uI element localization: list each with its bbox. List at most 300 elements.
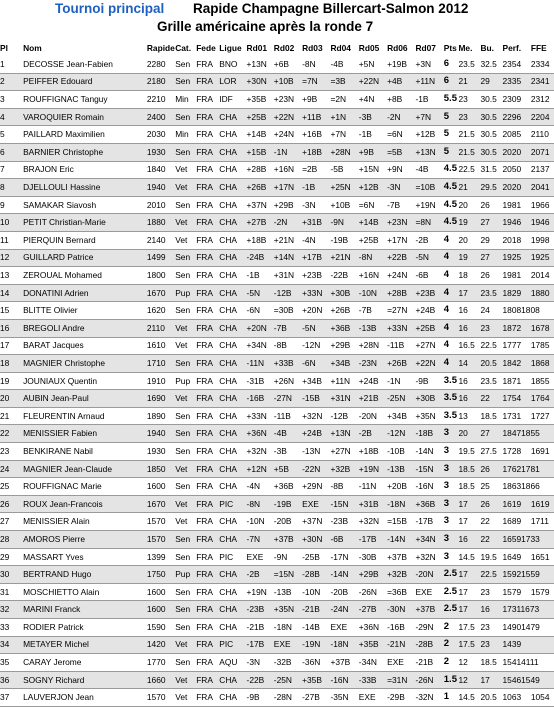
cell-ffe: 2137 [530,164,550,175]
cell-name: RODIER Patrick [23,621,84,632]
col-bu: Bu. [480,43,494,54]
cell-rating: 1620 [146,305,166,316]
cell-name: MENISSIER Alain [23,516,90,527]
cell-me: 17.5 [458,621,475,632]
cell-fede: FRA [196,445,213,456]
cell-rd04: -35N [330,692,349,703]
cell-rd05: -10N [358,287,377,298]
cell-rating: 1590 [146,621,166,632]
cell-fede: FRA [196,322,213,333]
cell-pl: 2 [0,76,5,87]
cell-cat: Vet [175,322,188,333]
cell-rd02: -11B [273,410,291,421]
cell-rd06: +9N [387,164,403,175]
cell-pl: 12 [0,252,10,263]
cell-rd02: -7B [273,322,287,333]
cell-rd03: -21B [302,604,320,615]
cell-ligue: CHA [219,674,237,685]
cell-rd02: -2N [273,217,288,228]
cell-ligue: CHA [219,129,237,140]
cell-ligue: CHA [219,305,237,316]
cell-pl: 30 [0,569,10,580]
cell-rd05: -8N [358,252,373,263]
cell-pl: 37 [0,692,10,703]
table-row [0,337,554,355]
cell-fede: FRA [196,146,213,157]
cell-pl: 9 [0,199,5,210]
cell-perf: 2309 [502,94,522,105]
table-row [0,284,554,302]
cell-rd04: -16N [330,674,349,685]
cell-bu: 22 [480,533,490,544]
cell-name: FLEURENTIN Arnaud [23,410,105,421]
cell-rd02: -13B [273,586,292,597]
table-row [0,425,554,443]
cell-me: 19 [458,217,468,228]
cell-fede: FRA [196,340,213,351]
cell-ffe: 1966 [530,199,550,210]
cell-bu: 32.5 [480,58,497,69]
cell-cat: Sen [175,305,191,316]
table-row [0,108,554,126]
cell-rd01: +20N [246,322,267,333]
cell-me: 16 [458,322,468,333]
cell-ffe: 1579 [530,586,550,597]
cell-rd05: +32N [358,516,380,527]
cell-name: ROUFFIGNAC Tanguy [23,94,108,105]
cell-rd03: -12N [302,340,321,351]
table-row [0,689,554,707]
cell-cat: Vet [175,639,188,650]
cell-pts: 4 [443,339,450,351]
cell-perf: 1619 [502,498,522,509]
cell-rd03: -1B [302,182,316,193]
cell-perf: 1829 [502,287,522,298]
cell-perf: 1754 [502,393,522,404]
cell-pts: 4 [443,233,450,245]
cell-bu: 17 [480,674,490,685]
cell-rating: 1800 [146,270,166,281]
cell-perf: 2296 [502,111,522,122]
col-ffe: FFE [530,43,547,54]
cell-me: 20 [458,234,468,245]
cell-rd06: EXE [387,657,404,668]
cell-pts: 6 [443,75,450,87]
cell-bu: 29.5 [480,182,497,193]
cell-bu: 22.5 [480,340,497,351]
cell-rd02: +37B [273,533,294,544]
cell-rd07: EXE [415,586,433,597]
cell-me: 16 [458,393,468,404]
cell-rd01: -4N [246,481,261,492]
cell-rd01: -16B [246,393,265,404]
cell-rating: 1570 [146,533,166,544]
cell-rd02: -19B [273,498,292,509]
cell-cat: Sen [175,199,191,210]
cell-bu: 16 [480,604,490,615]
cell-ligue: CHA [219,692,237,703]
cell-ffe: 2110 [530,129,549,140]
cell-pl: 18 [0,357,10,368]
cell-rd04: +34B [330,357,351,368]
cell-rd04: -19B [330,234,349,245]
table-row [0,179,554,197]
cell-perf: 1871 [502,375,522,386]
col-rd05: Rd05 [358,43,380,54]
cell-bu: 24 [480,305,490,316]
cell-pl: 16 [0,322,10,333]
cell-rd06: -25N [387,393,406,404]
cell-pl: 23 [0,445,10,456]
cell-cat: Vet [175,182,188,193]
cell-fede: FRA [196,393,213,404]
standings-body [0,56,554,706]
cell-rd07: +22N [415,357,436,368]
cell-rd07: +3N [415,58,432,69]
cell-pl: 11 [0,234,9,245]
cell-rd07: -21B [415,657,434,668]
cell-fede: FRA [196,498,213,509]
cell-pl: 31 [0,586,10,597]
col-rd01: Rd01 [246,43,268,54]
cell-fede: FRA [196,111,213,122]
cell-fede: FRA [196,58,213,69]
cell-fede: FRA [196,217,213,228]
cell-rating: 1770 [146,657,166,668]
cell-rd01: -24B [246,252,265,263]
col-pl: Pl [0,43,8,54]
cell-cat: Vet [175,234,188,245]
cell-perf: 2020 [502,182,522,193]
cell-rd07: -14N [415,445,434,456]
cell-perf: 1777 [502,340,522,351]
cell-me: 18 [458,270,468,281]
cell-cat: Vet [175,393,188,404]
cell-rd02: -28N [273,692,292,703]
cell-rd03: -6N [302,357,316,368]
cell-cat: Pup [175,375,191,386]
cell-me: 14.5 [458,692,475,703]
table-row [0,407,554,425]
cell-name: BREGOLI Andre [23,322,85,333]
cell-rd06: -7B [387,199,401,210]
cell-pts: 2 [443,638,450,650]
cell-perf: 1925 [502,252,522,263]
cell-bu: 22 [480,393,490,404]
cell-bu: 30.5 [480,146,497,157]
cell-rd05: -1B [358,129,372,140]
cell-ligue: CHA [219,234,237,245]
cell-pl: 15 [0,305,10,316]
cell-rating: 1600 [146,586,166,597]
cell-rd05: -20N [358,410,377,421]
cell-rd01: -1B [246,270,260,281]
cell-rd03: +30N [302,533,323,544]
cell-pts: 4.5 [443,163,457,175]
cell-ffe: 1764 [530,393,550,404]
cell-ffe: 1946 [530,217,550,228]
cell-rd04: +36B [330,322,351,333]
cell-rd03: -36N [302,657,321,668]
cell-rd07: -9B [415,375,429,386]
cell-name: BRAJON Eric [23,164,74,175]
cell-ligue: CHA [219,393,237,404]
cell-ffe: 1691 [530,445,550,456]
cell-name: MARINI Franck [23,604,81,615]
cell-rd04: +21N [330,252,351,263]
cell-name: AMOROS Pierre [23,533,85,544]
cell-name: SAMAKAR Siavosh [23,199,97,210]
cell-rd02: +31N [273,270,295,281]
cell-rd03: -13N [302,445,321,456]
cell-cat: Sen [175,533,191,544]
cell-rd06: +4B [387,76,403,87]
cell-name: SOGNY Richard [23,674,85,685]
cell-pts: 5 [443,110,450,122]
cell-rd04: +10B [330,199,351,210]
cell-perf: 17311673 [502,604,540,615]
cell-pts: 4.5 [443,181,457,193]
cell-rd03: +34B [302,375,322,386]
cell-rd01: +26B [246,182,267,193]
cell-pl: 33 [0,621,10,632]
cell-rd03: +35B [302,674,322,685]
cell-rd02: -25N [273,674,292,685]
cell-rd06: +19B [387,58,407,69]
cell-name: PEIFFER Edouard [23,76,93,87]
cell-rd05: +15N [358,164,380,175]
cell-name: PIERQUIN Bernard [23,234,96,245]
cell-rd07: +34N [415,533,436,544]
cell-cat: Sen [175,586,191,597]
cell-pl: 35 [0,657,10,668]
cell-rd05: +31B [358,498,379,509]
cell-fede: FRA [196,199,213,210]
cell-rd01: +37N [246,199,267,210]
cell-perf: 1649 [502,551,522,562]
cell-rd06: -18N [387,498,406,509]
cell-ffe: 1727 [530,410,550,421]
table-row [0,302,554,320]
cell-ffe: 2341 [530,76,550,87]
cell-rd01: -7N [246,533,261,544]
cell-cat: Vet [175,692,188,703]
cell-cat: Pup [175,287,191,298]
table-row [0,143,554,161]
cell-rd05: EXE [358,692,376,703]
cell-pts: 1 [443,691,450,703]
cell-cat: Sen [175,428,191,439]
cell-rd01: -3N [246,657,261,668]
cell-rd07: -1B [415,94,429,105]
cell-rd01: +30N [246,76,267,87]
cell-pts: 3.5 [443,409,457,421]
cell-cat: Pup [175,569,191,580]
cell-perf: 15414111 [502,657,539,668]
cell-rd05: -2B [358,428,372,439]
cell-rating: 2110 [146,322,165,333]
cell-rd05: +24B [358,375,379,386]
cell-rd04: -18N [330,639,349,650]
cell-perf: 1689 [502,516,522,527]
cell-fede: FRA [196,674,213,685]
cell-rd04: -22B [330,270,349,281]
cell-ffe [531,636,554,654]
cell-pts: 3 [443,427,450,439]
cell-rd01: -8N [246,498,261,509]
cell-perf: 1981 [502,199,522,210]
cell-pts: 3 [443,515,450,527]
cell-cat: Sen [175,445,191,456]
cell-rd04: +26B [330,305,351,316]
cell-ffe: 1054 [530,692,550,703]
cell-rd04: -17N [330,551,349,562]
cell-rd04: +32B [330,463,351,474]
cell-rd04: +31N [330,393,351,404]
table-row [0,671,554,689]
cell-rd06: +33N [387,322,408,333]
cell-rd04: +1N [330,111,347,122]
cell-me: 23.5 [458,58,475,69]
cell-name: METAYER Michel [23,639,89,650]
cell-me: 17 [458,604,468,615]
table-header-row [0,41,554,56]
cell-name: BERTRAND Hugo [23,569,92,580]
cell-rating: 1930 [146,445,166,456]
cell-rd03: +32N [302,410,323,421]
cell-rd02: +22N [273,111,295,122]
cell-rd03: +18B [302,146,322,157]
cell-fede: FRA [196,428,213,439]
cell-rd03: -15B [302,393,320,404]
cell-name: LAUVERJON Jean [23,692,94,703]
cell-rating: 2400 [146,111,166,122]
cell-rd06: +34B [387,410,407,421]
cell-rating: 1910 [146,375,166,386]
cell-rd05: -17B [358,533,377,544]
cell-rating: 1670 [146,287,166,298]
cell-name: PETIT Christian-Marie [23,217,106,228]
cell-pl: 8 [0,182,5,193]
cell-pl: 34 [0,639,10,650]
cell-rd05: +29B [358,569,379,580]
cell-rd06: +32B [387,569,407,580]
cell-rd04: EXE [330,621,348,632]
cell-rd03: +16B [302,129,322,140]
cell-ffe: 1868 [530,357,550,368]
cell-rating: 2280 [146,58,166,69]
cell-ligue: PIC [219,498,234,509]
cell-name: VAROQUIER Romain [23,111,104,122]
cell-rd02: +35N [273,604,295,615]
cell-rd06: =5B [387,146,403,157]
cell-rd04: +37B [330,657,351,668]
cell-rd04: -24N [330,604,349,615]
cell-pl: 36 [0,674,10,685]
cell-rd01: +36N [246,428,267,439]
cell-rd04: +28N [330,146,351,157]
cell-rating: 2180 [146,76,166,87]
cell-pl: 22 [0,428,10,439]
cell-rd07: -29N [415,621,434,632]
cell-bu: 23 [480,322,490,333]
col-ligue: Ligue [219,43,242,54]
cell-ffe: 1619 [530,498,550,509]
cell-fede: FRA [196,621,213,632]
cell-rd07: -15N [415,463,434,474]
cell-pts: 1.5 [443,673,457,685]
cell-pl: 32 [0,604,10,615]
cell-bu: 27.5 [480,445,497,456]
cell-ffe: 1651 [530,551,550,562]
cell-me: 19 [458,252,468,263]
cell-rd06: =6N [387,129,403,140]
cell-rd01: +33N [246,410,267,421]
cell-ffe: 1925 [530,252,550,263]
cell-me: 18.5 [458,481,475,492]
cell-bu: 31.5 [480,164,497,175]
cell-rd07: -16N [415,481,434,492]
cell-fede: FRA [196,252,213,263]
cell-pl: 27 [0,516,10,527]
cell-ligue: CHA [219,586,237,597]
cell-rd01: -31B [246,375,265,386]
cell-rd04: -12B [330,410,349,421]
cell-rd06: -30N [387,604,406,615]
table-row [0,390,554,408]
cell-rd03: -28B [302,569,320,580]
cell-cat: Vet [175,463,188,474]
cell-pts: 4 [443,269,450,281]
cell-pl: 28 [0,533,10,544]
cell-ffe: 1880 [530,287,550,298]
cell-rd06: -14N [387,533,406,544]
cell-rating: 1890 [146,410,166,421]
cell-pts: 5 [443,145,450,157]
cell-ligue: CHA [219,516,237,527]
cell-perf: 2050 [502,164,522,175]
cell-rd05: +12B [358,182,379,193]
cell-rd07: -26N [415,674,434,685]
cell-me: 18.5 [458,463,475,474]
cell-bu: 23 [480,621,490,632]
cell-pts: 3.5 [443,392,457,404]
cell-cat: Sen [175,621,191,632]
cell-pts: 4 [443,356,450,368]
cell-rd07: +27N [415,340,436,351]
cell-rd05: +21B [358,393,379,404]
cell-rd07: +11N [415,76,436,87]
cell-ligue: CHA [219,252,237,263]
table-row [0,319,554,337]
cell-name: BARAT Jacques [23,340,84,351]
cell-me: 23 [458,111,468,122]
cell-me: 17 [458,569,468,580]
cell-pts: 2 [443,620,450,632]
cell-bu: 27 [480,252,490,263]
cell-pts: 4.5 [443,198,457,210]
cell-ligue: CHA [219,217,237,228]
cell-ffe: 2204 [530,111,550,122]
cell-me: 17 [458,586,468,597]
cell-rd06: -12N [387,428,406,439]
cell-ligue: CHA [219,270,237,281]
table-row [0,73,554,91]
cell-me: 17.5 [458,639,475,650]
cell-rd03: +33N [302,287,323,298]
cell-rd04: =3B [330,76,346,87]
cell-rd03: -10N [302,586,321,597]
